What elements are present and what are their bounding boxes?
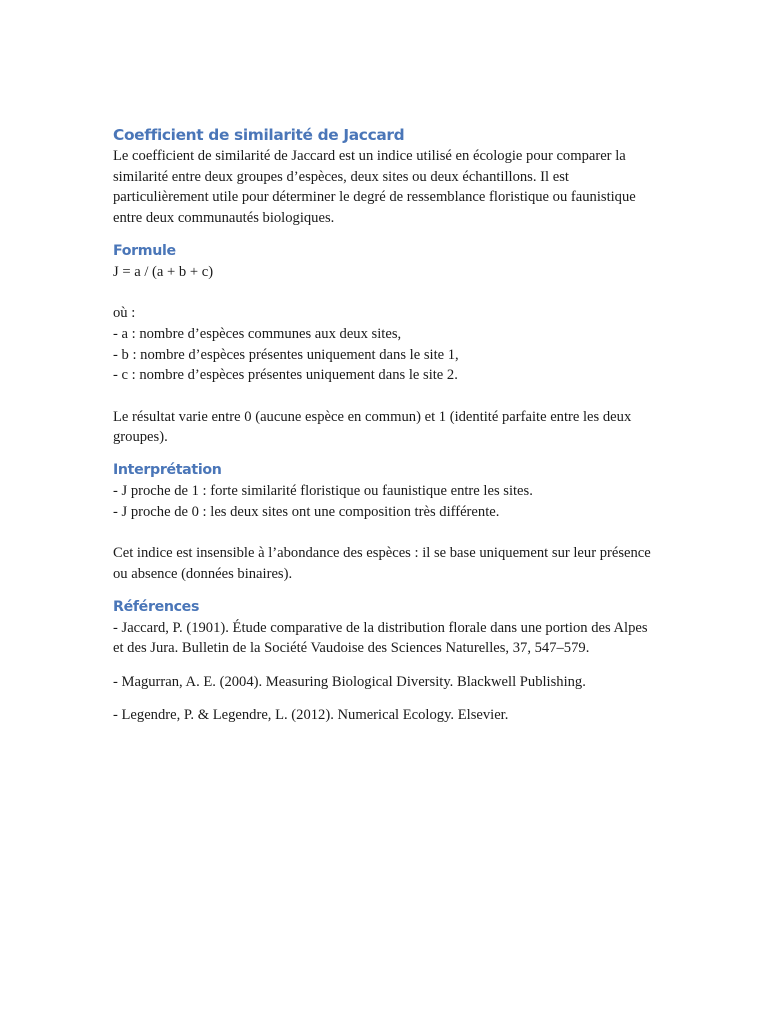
document-page (113, 124, 658, 738)
formula-heading: Formule (113, 242, 176, 259)
blank-line (113, 283, 658, 304)
reference-item: - Jaccard, P. (1901). Étude comparative de la distribution florale dans une portion des Alpes et des Jura. Bulletin de la Société Vaudoise des Sciences Naturelles, 37, 547–579. (113, 619, 648, 657)
document-title: Coefficient de similarité de Jaccard (113, 126, 405, 144)
formula-text: J = a / (a + b + c) (113, 263, 214, 280)
interpretation-heading: Interprétation (113, 462, 222, 479)
interpretation-low: - J proche de 0 : les deux sites ont une composition très différente. (113, 503, 500, 520)
intro-paragraph: Le coefficient de similarité de Jaccard est un indice utilisé en écologie pour comparer la similarité entre deux groupes d’espèces, deux sites ou deux échantillons. Il est particulièrement utile pour déterminer le degré de ressemblance floristique ou faunistique entre deux communautés biologiques. (113, 148, 636, 227)
blank-line (113, 386, 658, 407)
definition-c: - c : nombre d’espèces présentes uniquement dans le site 2. (113, 367, 458, 384)
reference-item: - Legendre, P. & Legendre, L. (2012). Numerical Ecology. Elsevier. (113, 706, 509, 723)
interpretation-high: - J proche de 1 : forte similarité floristique ou faunistique entre les sites. (113, 483, 533, 500)
references-heading: Références (113, 598, 200, 615)
range-paragraph: Le résultat varie entre 0 (aucune espèce en commun) et 1 (identité parfaite entre les deux groupes). (113, 408, 632, 446)
reference-item: - Magurran, A. E. (2004). Measuring Biological Diversity. Blackwell Publishing. (113, 673, 586, 690)
definition-b: - b : nombre d’espèces présentes uniquement dans le site 1, (113, 346, 459, 363)
definition-a: - a : nombre d’espèces communes aux deux sites, (113, 325, 402, 342)
blank-line (113, 523, 658, 544)
note-paragraph: Cet indice est insensible à l’abondance des espèces : il se base uniquement sur leur présence ou absence (données binaires). (113, 545, 651, 582)
where-label: où : (113, 305, 136, 322)
